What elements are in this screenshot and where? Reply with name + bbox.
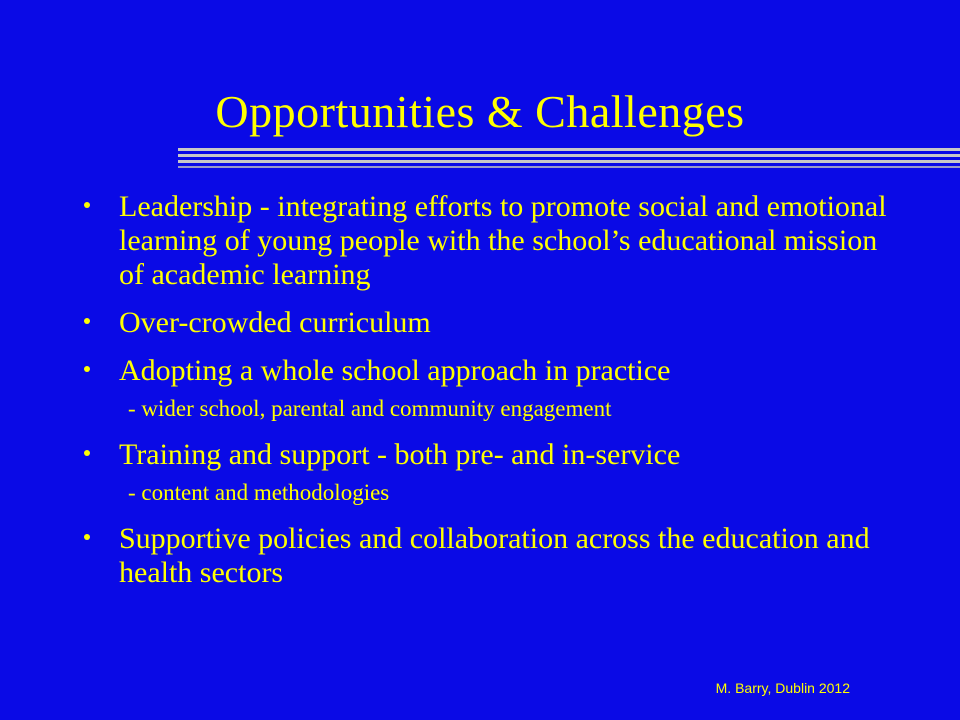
bullet-item-curriculum: [80, 306, 900, 340]
bullet-dot-icon: [84, 366, 90, 372]
slide-title: Opportunities & Challenges: [215, 86, 745, 137]
bullet-text: Adopting a whole school approach in practice: [119, 354, 671, 387]
title-underline-rule: [178, 148, 960, 170]
rule-line: [178, 148, 960, 151]
rule-line: [178, 166, 960, 168]
bullet-item-policies: [80, 522, 900, 590]
bullet-dot-icon: [84, 318, 90, 324]
rule-line: [178, 154, 960, 157]
bullet-dot-icon: [84, 202, 90, 208]
bullet-text: Training and support - both pre- and in-service: [119, 438, 681, 471]
rule-line: [178, 160, 960, 163]
bullet-text: Over-crowded curriculum: [119, 306, 431, 339]
bullet-item-training: [80, 438, 900, 508]
bullet-item-whole-school: [80, 354, 900, 424]
bullet-dot-icon: [84, 534, 90, 540]
bullet-list: [80, 190, 900, 604]
slide-footer: M. Barry, Dublin 2012: [715, 680, 850, 696]
bullet-subtext: - content and methodologies: [128, 480, 390, 505]
bullet-dot-icon: [84, 450, 90, 456]
bullet-item-leadership: [80, 190, 900, 292]
bullet-subtext: - wider school, parental and community engagement: [128, 396, 612, 421]
bullet-text: Supportive policies and collaboration across the education and health sectors: [119, 522, 870, 589]
bullet-text: Leadership - integrating efforts to promote social and emotional learning of young people with the school’s educational mission of academic learning: [119, 190, 887, 291]
